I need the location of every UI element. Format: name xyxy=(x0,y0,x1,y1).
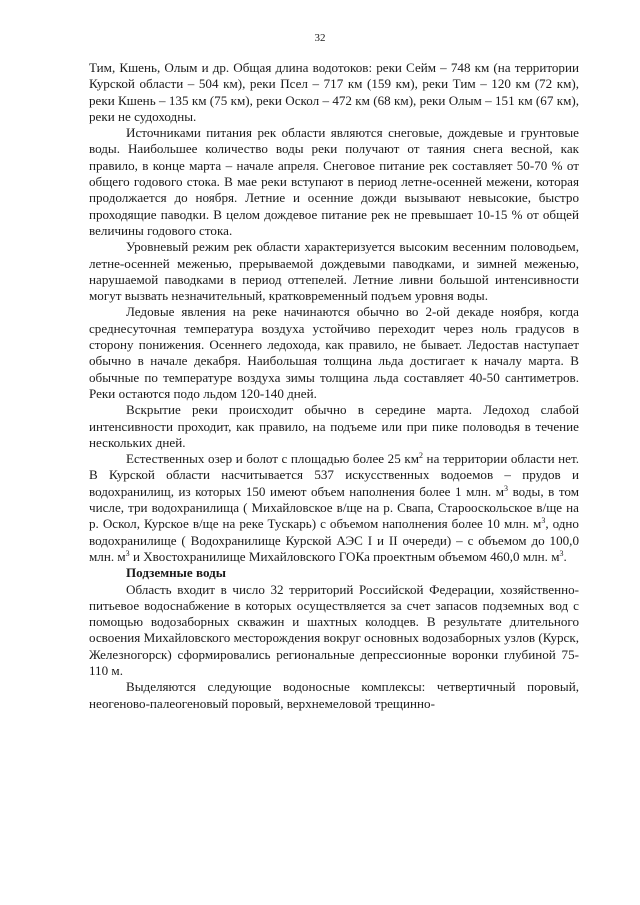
superscript: 3 xyxy=(125,548,130,558)
superscript: 3 xyxy=(559,548,564,558)
superscript: 3 xyxy=(541,516,546,526)
paragraph-groundwater-supply: Область входит в число 32 территорий Российской Федерации, хозяйственно-питьевое водоснабжение в которых осуществляется за счет запасов подземных вод с помощью водозаборных скважин и шахтных колодцев. В результате длительного освоения Михайловского месторождения вокруг основных водозаборных узлов (Курск, Железногорск) сформировались региональные депрессионные воронки глубиной 75-110 м. xyxy=(89,581,579,678)
text-segment: на территории области нет. В Курской области насчитывается 537 искусственных водоемов – прудов и водохранилищ, из которых 150 имеют объем наполнения более 1 млн. м xyxy=(89,451,579,499)
superscript: 2 xyxy=(418,451,423,461)
paragraph-aquifer-complexes: Выделяются следующие водоносные комплексы: четвертичный поровый, неогеново-палеогеновый поровый, верхнемеловой трещинно- xyxy=(89,679,579,711)
paragraph-river-sources: Источниками питания рек области являются снеговые, дождевые и грунтовые воды. Наибольшее количество воды реки получают от таяния снега весной, как правило, в конце марта – начале апреля. Снеговое питание рек составляет 50-70 % от общего годового стока. В мае реки вступают в период летне-осенней межени, которая продолжается до ноября. Летние и осенние дожди вызывают невысокие, быстро проходящие паводки. В целом дождевое питание рек не превышает 10-15 % от общей величины годового стока. xyxy=(89,125,579,238)
text-segment: и Хвостохранилище Михайловского ГОКа проектным объемом 460,0 млн. м xyxy=(129,548,560,564)
paragraph-lakes-reservoirs xyxy=(89,451,579,565)
paragraph-ice-break: Вскрытие реки происходит обычно в середине марта. Ледоход слабой интенсивности проходит, как правило, на подъеме или при пике половодья в течение нескольких дней. xyxy=(89,402,579,450)
paragraph-level-regime: Уровневый режим рек области характеризуется высоким весенним половодьем, летне-осенней меженью, прерываемой дождевыми паводками, и зимней меженью, нарушаемой паводками в период оттепелей. Летние ливни большой интенсивности могут вызвать незначительный, кратковременный подъем уровня воды. xyxy=(89,239,579,304)
paragraph-ice-phenomena: Ледовые явления на реке начинаются обычно во 2-ой декаде ноября, когда среднесуточная температура воздуха устойчиво переходит через ноль градусов в сторону понижения. Осеннего ледохода, как правило, не бывает. Ледостав наступает обычно в начале декабря. Наибольшая толщина льда достигает к началу марта. В обычные по температуре воздуха зимы толщина льда составляет 40-50 сантиметров. Реки остаются подо льдом 120-140 дней. xyxy=(89,304,579,401)
paragraph-rivers-length: Тим, Кшень, Олым и др. Общая длина водотоков: реки Сейм – 748 км (на территории Курской области – 504 км), реки Псел – 717 км (159 км), реки Тим – 120 км (72 км), реки Кшень – 135 км (75 км), реки Оскол – 472 км (68 км), реки Олым – 151 км (67 км), реки не судоходны. xyxy=(89,60,579,124)
text-segment: Естественных озер и болот с площадью более 25 км xyxy=(126,451,419,467)
page-number: 32 xyxy=(314,32,326,44)
text-segment: . xyxy=(563,548,567,564)
document-body xyxy=(89,60,579,712)
superscript: 3 xyxy=(504,483,509,493)
text-segment: , одно водохранилище ( Водохранилище Курской АЭС I и II очереди) – с объемом до 100,0 млн. м xyxy=(89,516,579,564)
text-segment: воды, в том числе, три водохранилища ( Михайловское в/ще на р. Свапа, Старооскольское в/ще на р. Оскол, Курское в/ще на реке Тускарь) с объемом наполнения более 10 млн. м xyxy=(89,483,579,532)
section-heading-groundwater: Подземные воды xyxy=(126,565,226,581)
